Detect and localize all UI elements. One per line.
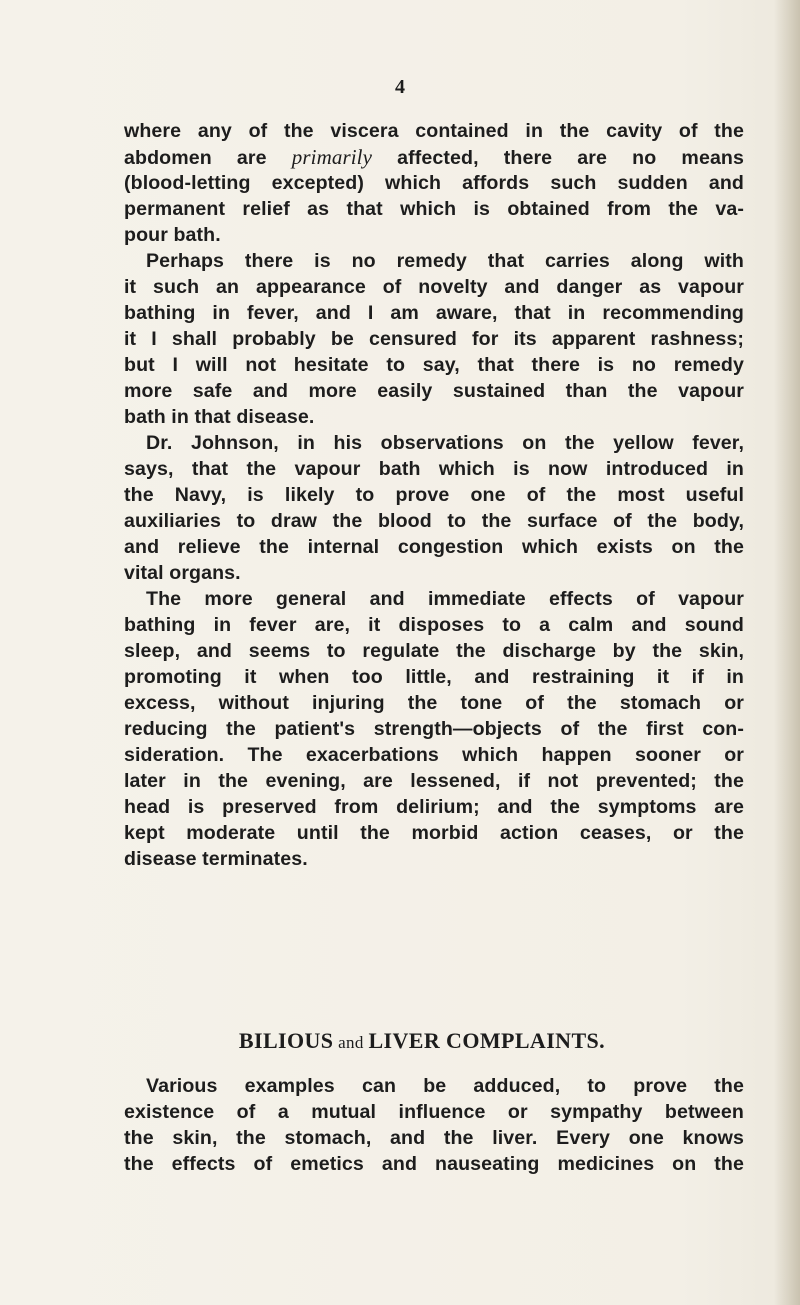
text-line: bathing in fever, and I am aware, that in recommending [124, 302, 744, 324]
text-line: but I will not hesitate to say, that there is no remedy [124, 354, 744, 376]
text-line: it such an appearance of novelty and danger as vapour [124, 276, 744, 298]
text-line: bathing in fever are, it disposes to a calm and sound [124, 614, 744, 636]
text-line: Perhaps there is no remedy that carries along with [146, 250, 744, 272]
text-line: vital organs. [124, 562, 241, 584]
page-edge-shadow [774, 0, 800, 1305]
text-line: excess, without injuring the tone of the stomach or [124, 692, 744, 714]
text-line: reducing the patient's strength—objects of the first con- [124, 718, 744, 740]
text-line: bath in that disease. [124, 406, 315, 428]
text-line: and relieve the internal congestion which exists on the [124, 536, 744, 558]
text-line: head is preserved from delirium; and the symptoms are [124, 796, 744, 818]
text-line: more safe and more easily sustained than the vapour [124, 380, 744, 402]
text-line: auxiliaries to draw the blood to the surface of the body, [124, 510, 744, 532]
text-line: The more general and immediate effects of vapour [146, 588, 744, 610]
text-line: the Navy, is likely to prove one of the most useful [124, 484, 744, 506]
page-number: 4 [395, 76, 405, 98]
text-line: later in the evening, are lessened, if not prevented; the [124, 770, 744, 792]
text-line: says, that the vapour bath which is now introduced in [124, 458, 744, 480]
text-line: the effects of emetics and nauseating medicines on the [124, 1153, 744, 1175]
text-line: sleep, and seems to regulate the discharge by the skin, [124, 640, 744, 662]
text-line: abdomen are primarily affected, there are no means [124, 145, 745, 169]
body-text [124, 118, 744, 872]
italic-emphasis: primarily [291, 145, 373, 169]
text-line: sideration. The exacerbations which happen sooner or [124, 744, 744, 766]
text-line: Various examples can be adduced, to prove the [146, 1075, 744, 1097]
text-line: it I shall probably be censured for its apparent rashness; [124, 328, 744, 350]
text-line: where any of the viscera contained in the cavity of the [124, 120, 744, 142]
text-line: pour bath. [124, 224, 221, 246]
section-heading: BILIOUS and LIVER COMPLAINTS. [238, 1028, 606, 1053]
text-line: the skin, the stomach, and the liver. Every one knows [124, 1127, 744, 1149]
text-line: permanent relief as that which is obtained from the va- [124, 198, 744, 220]
text-line: (blood-letting excepted) which affords such sudden and [124, 172, 744, 194]
text-line: promoting it when too little, and restraining it if in [124, 666, 744, 688]
text-line: disease terminates. [124, 848, 308, 870]
text-line: Dr. Johnson, in his observations on the yellow fever, [146, 432, 744, 454]
text-line: kept moderate until the morbid action ceases, or the [124, 822, 744, 844]
text-line: existence of a mutual influence or sympathy between [124, 1101, 744, 1123]
body-text-continued [124, 1073, 744, 1177]
